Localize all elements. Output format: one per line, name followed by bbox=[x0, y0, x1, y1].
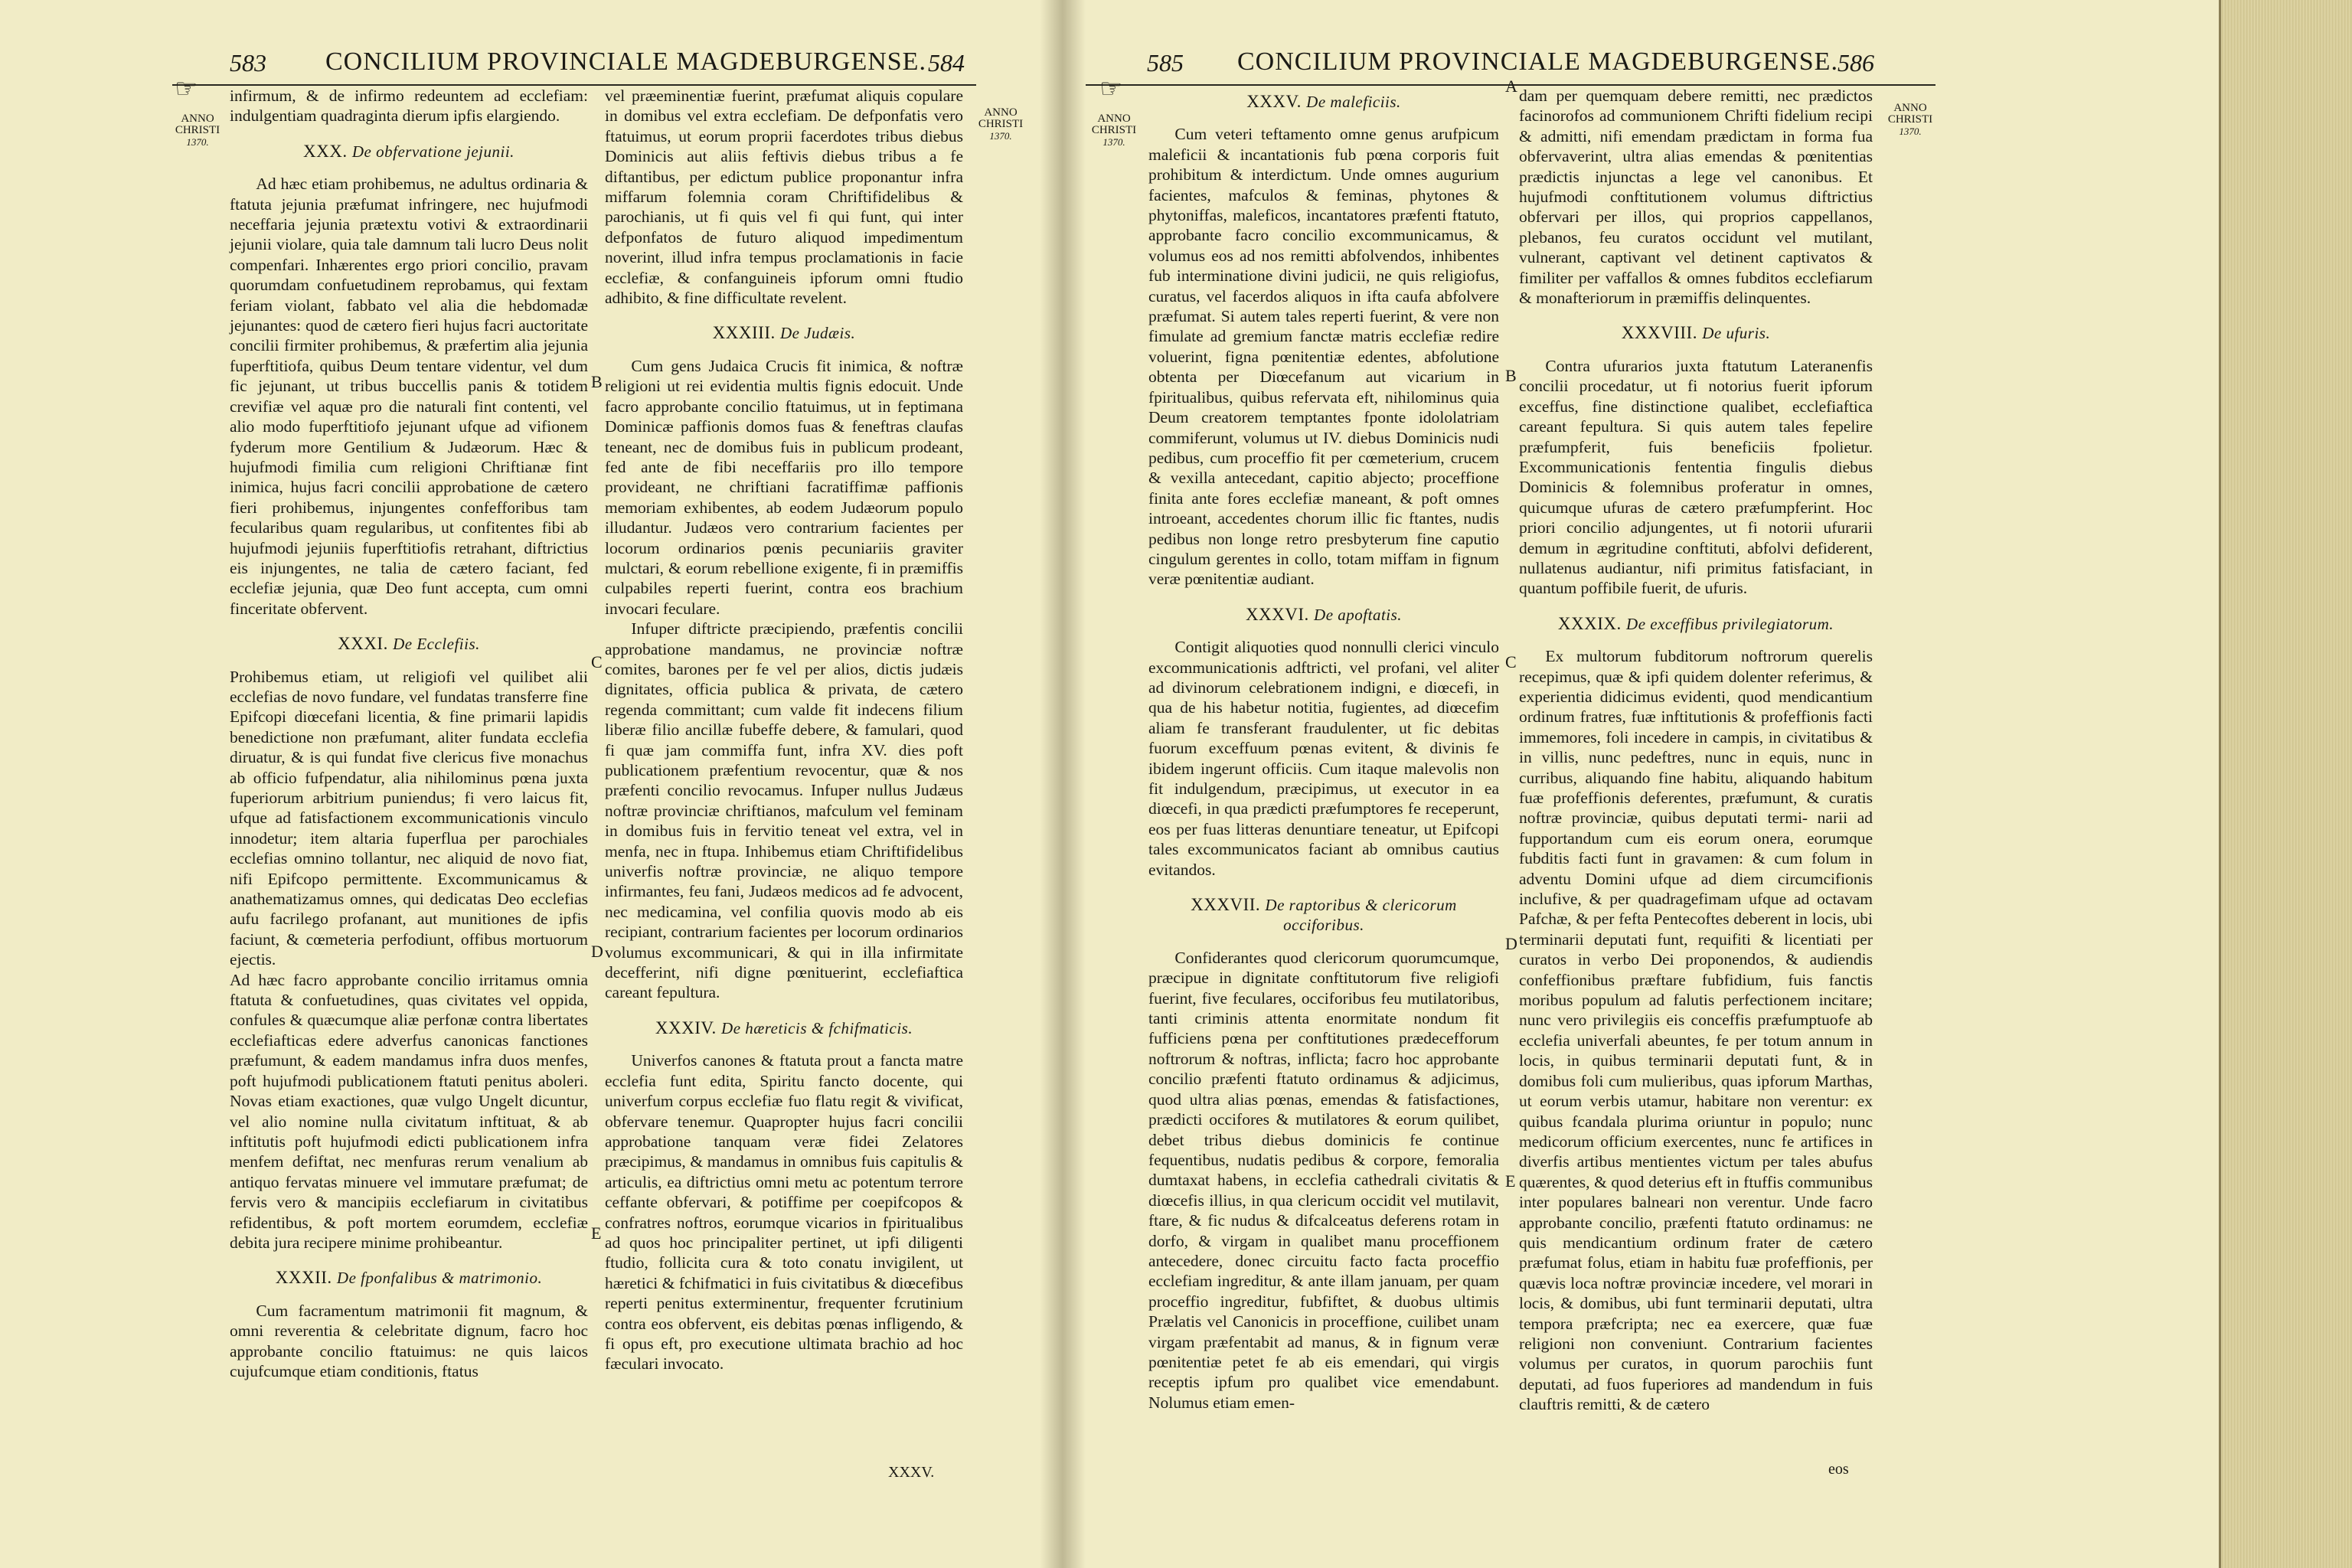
paragraph-xxxiii-1: Cum gens Judaica Crucis fit inimica, & noftræ religioni ut rei evidentia multis fignis edocuit. Unde facro approbante concilio ftatuimus, ut in feptimana Dominicæ paffionis domos fuas & feneftras claufas teneant, nec de domibus fuis in publicum prodeant, fed ante de fibi neceffariis pro illo tempore provideant, ne chriftiani facratiffimæ paffionis memoriam exhibentes, ab eodem Judæorum populo illudantur. Judæos vero contrarium facientes per locorum ordinarios pœnis pecuniariis graviter mulctari, & eorum rebellione exigente, fi in præmiffis culpabiles reperti fuerint, contra eos brachium invocari feculare. bbox=[605, 356, 963, 618]
heading-xxxii: XXXII. De fponfalibus & matrimonio. bbox=[275, 1268, 543, 1288]
paragraph-xxxvi: Contigit aliquoties quod nonnulli clerici vinculo excommunicationis adftricti, vel profani, vel aliter ad divinorum celebrationem indigni, e diœcefi, in qua de his habetur notitia, fugientes, ad diœcefim aliam fe transferant fraudulenter, ut fic debitas fuorum exceffuum pœnas evitent, & divinis fe ibidem ingerunt officiis. Cum itaque malevolis non fit indulgendum, præcipimus, ut executor in ea diœcefi, in qua prædicti præfumptores fe receperunt, eos per fuas litteras denuntiare teneatur, ut Epifcopi tales excommunicatos faciant ab omnibus cautius evitandos. bbox=[1148, 638, 1499, 879]
margin-anno-left: ANNO CHRISTI 1370. bbox=[175, 113, 220, 148]
col2-top-text: vel præeminentiæ fuerint, præfumat aliquis copulare in domibus vel extra ecclefiam. De defponfatis vero ftatuimus, ut eorum proprii facerdotes tribus diebus Dominicis aut aliis feftivis diebus tribus a fe diftantibus, per edictum publice proponantur infra miffarum folemnia coram Chriftifidelibus & parochianis, ut fi quis vel fi qui funt, qui inter defponfatos de futuro aliquod impedimentum noverint, illud infra tempus proclamationis in facie ecclefiæ, & confanguineis ipforum omni ftudio adhibito, & fine difficultate revelent. bbox=[605, 87, 963, 308]
column-4 bbox=[1519, 86, 1873, 1415]
right-page bbox=[1063, 0, 2219, 1568]
heading-xxxvi: XXXVI. De apoftatis. bbox=[1245, 604, 1403, 624]
paragraph-xxxii: Cum facramentum matrimonii fit magnum, & omni reverentia & celebritate dignum, facro hoc approbante concilio ftatuimus: ne quis laicos cujufcumque etiam conditionis, ftatus bbox=[230, 1301, 588, 1380]
col1-top-text: infirmum, & de infirmo redeuntem ad ecclefiam: indulgentiam quadraginta dierum ipfis elargiendo. bbox=[230, 87, 588, 126]
book-gutter bbox=[1040, 0, 1086, 1568]
section-letter-b-left: B bbox=[591, 372, 603, 391]
paragraph-xxxix: Ex multorum fubditorum noftrorum querelis recepimus, quæ & ipfi quidem dolenter referimus, & experientia didicimus evidenti, quod mendicantium ordinum fratres, fuæ inftitutionis & profeffionis facti immemores, foli incedere in campis, in civitatibus & in villis, nunc pedeftres, nunc in equis, nunc in curribus, aliquando fine habitu, aliquando habitum fuæ profeffionis deferentes, præfumunt, & curatis noftræ provinciæ, quibus deputati termi- narii ad fupportandum cum eis eorum onera, eorumque fubditis facti funt in gravamen: & cum folum in adventu Domini ufque ad diem circumcifionis inclufive, & per quadragefimam ufque ad octavam Pafchæ, & per fefta Pentecoftes deberent in locis, ubi terminarii deputati funt, requifiti & licentiati per curatos in verbo Dei proponendos, & audiendis confeffionibus præftare fubfidium, fuis fanctis moribus populum ad falutis perfectionem incitare; nunc vero privilegiis eis conceffis præfumptuofe ab ecclefia univerfali abeuntes, fe per totum annum in locis, in quibus terminarii deputati funt, & in domibus foli cum mulieribus, quas ipforum Marthas, ut eorum verbis utamur, habitare non verentur: ex quibus fcandala plurima oriuntur in populo; nunc medicorum officium exercentes, nunc fe artifices in diverfis artibus mentientes victum per tales abufus quærentes, & quod deterius eft in ftuffis communibus inter populares balneari non verentur. Unde facro approbante concilio, præfenti ftatuto ordinamus: ne quis mendicantium ordinum frater de cætero præfumat folus, etiam in habitu fuæ profeffionis, per quævis loca noftræ provinciæ incedere, vel morari in locis, & domibus, ubi funt terminarii deputati, ultra tempora præfcripta; nec ea exercere, quæ fuæ religioni non conveniunt. Contrarium facientes volumus per curatos, in quorum parochiis funt deputati, ad fuos fuperiores ad mandendum in fuis clauftris remitti, & de cætero bbox=[1519, 647, 1873, 1414]
column-2 bbox=[605, 86, 963, 1374]
catchword-left: XXXV. bbox=[888, 1464, 935, 1481]
column-1 bbox=[230, 86, 588, 1381]
section-letter-d-left: D bbox=[591, 942, 603, 961]
paragraph-xxxviii: Contra ufurarios juxta ftatutum Lateranenfis concilii procedatur, ut fi notorius fuerit ipforum exceffus, fine distinctione qualibet, ecclefiaftica careant fepultura. Si quis autem tales fepelire præfumpferit, fuis beneficiis fpolietur. Excommunicationis fententia fingulis diebus Dominicis & folemnibus proferatur in omnes, quicumque ufuras de cætero præfumpferint. Hoc priori concilio adjungentes, ut fi notorii ufurarii demum in ægritudine conftituti, abfolvi defiderent, nullatenus audiantur, nifi primitus fatisfaciant, in quantum poffibile fuerit, de ufuris. bbox=[1519, 356, 1873, 598]
column-3 bbox=[1148, 86, 1499, 1413]
heading-xxxviii: XXXVIII. De ufuris. bbox=[1621, 323, 1771, 343]
catchword-right: eos bbox=[1828, 1461, 1849, 1478]
paragraph-xxxiii-2: Infuper diftricte præcipiendo, præfentis concilii approbatione mandamus, ne provinciæ noftræ comites, barones per fe vel per alios, dictis judæis dignitates, officia publica & privata, de cætero regenda committant; cum valde fit indecens filium liberæ filio ancillæ fubeffe debere, & famulari, quod fi quæ jam commiffa funt, infra XV. dies poft publicationem præfentium revocentur, quæ & nos præfenti concilio revocamus. Infuper nullus Judæus noftræ provinciæ chriftianos, mafculum vel feminam in domibus fuis in fervitio teneat vel extra, vel in menfa, nec in ftupa. Inhibemus etiam Chriftifidelibus univerfis noftræ provinciæ, ne aliquo tempore infirmantes, feu fani, Judæos medicos ad fe advocent, nec medicamina, vel confilia quovis modo ab eis recipiant, contrarium facientes per locorum ordinarios volumus excommunicari, & qui in illa infirmitate decefferint, nifi digne pœnituerint, ecclefiaftica careant fepultura. bbox=[605, 619, 963, 1002]
page-number-586: 586 bbox=[1838, 49, 1874, 77]
heading-xxxiv: XXXIV. De hæreticis & fchifmaticis. bbox=[655, 1018, 913, 1037]
margin-anno-right: ANNO CHRISTI 1370. bbox=[978, 106, 1024, 142]
heading-xxxv: XXXV. De maleficiis. bbox=[1246, 92, 1401, 111]
margin-anno-right: ANNO CHRISTI 1370. bbox=[1887, 102, 1933, 137]
margin-anno-left: ANNO CHRISTI 1370. bbox=[1091, 113, 1137, 148]
paragraph-xxxi-1: Prohibemus etiam, ut religiofi vel quilibet alii ecclefias de novo fundare, vel fundatas transferre fine Epifcopi diœcefani licentia, & fine primarii lapidis benedictione non præfumant, aliter fundata ecclefia diruatur, & is qui fundat five clericus five monachus ab officio fufpendatur, alia nihilominus pœna juxta fuperiorum arbitrium puniendus; fi vero laicus fit, ufque ad fatisfactionem excommunicationis vinculo innodetur; item altaria fuperflua per parochiales ecclefias omnino tollantur, nec aliquid de novo fiat, nifi Epifcopo permittente. Excommunicamus & anathematizamus omnes, qui dedicatas Deo ecclefias aufu facrilego profanant, aut munitiones de ipfis faciunt, & cœmeteria perfodiunt, offibus mortuorum ejectis. bbox=[230, 667, 588, 969]
left-page bbox=[0, 0, 1063, 1568]
paragraph-xxxiv: Univerfos canones & ftatuta prout a fancta matre ecclefia funt edita, Spiritu fancto docente, qui univerfum corpus ecclefiæ fuo flatu regit & vivificat, obfervare tenemur. Quapropter hujus facri concilii approbatione tanquam veræ fidei Zelatores præcipimus, & mandamus in omnibus fuis capitulis & articulis, ea diftrictius omni metu ac potentum terrore ceffante obfervari, & potiffime per coepifcopos & confratres noftros, eorumque vicarios in fpiritualibus ad quos hoc principaliter pertinet, ut ipfi diligenti ftudio, follicita cura & toto conatu invigilent, ut hæretici & fchifmatici in fuis civitatibus & diœcefibus reperti penitus exterminentur, frequenter fcrutinium contra eos obfervent, eis debitas pœnas infligendo, & fi opus eft, pro executione ultimata brachio ad hoc fæculari invocato. bbox=[605, 1051, 963, 1374]
heading-xxxiii: XXXIII. De Judæis. bbox=[712, 323, 856, 343]
heading-xxxvii: XXXVII. De raptoribus & clericorum occiforibus. bbox=[1191, 895, 1457, 935]
pointing-hand-icon: ☞ bbox=[175, 75, 198, 103]
heading-xxx: XXX. De obfervatione jejunii. bbox=[303, 141, 514, 161]
section-letter-e-left: E bbox=[591, 1223, 602, 1243]
paragraph-xxxi-2: Ad hæc facro approbante concilio irritamus omnia ftatuta & confuetudines, quas civitates vel oppida, confules & quæcumque aliæ perfonæ contra libertates ecclefiafticas edere adverfus canonicas fanctiones præfumunt, & eadem mandamus infra duos menfes, poft hujufmodi publicationem ftatuti penitus aboleri. Novas etiam exactiones, quæ vulgo Ungelt dicuntur, vel alio nomine nulla civitatum inftituat, & ab inftitutis poft hujufmodi edicti publicationem infra menfem defiftat, nec menfuras rerum venalium ab antiquo fervatas minuere vel immutare præfumat; de fervis vero & mancipiis ecclefiarum in civitatibus refidentibus, & poft mortem eorumdem, ecclefiæ debita jura recipere minime prohibeantur. bbox=[230, 970, 588, 1252]
section-letter-c-left: C bbox=[591, 652, 603, 671]
page-number-583: 583 bbox=[230, 49, 266, 77]
paragraph-xxxvii: Confiderantes quod clericorum quorumcumque, præcipue in dignitate conftitutorum five religiofi fuerint, five feculares, occiforibus feu mutilatoribus, tanti criminis attenta enormitate nondum fit fufficiens pœna per conftitutiones prædecefforum noftrorum & noftras, inflicta; facro hoc approbante concilio præfenti ftatuto ordinamus & adjicimus, quod ultra alias pœnas, emendas & fatisfactiones, prædicti occifores & mutilatores & eorum quilibet, debet tribus diebus dominicis fe continue fequentibus, nudatis pedibus & corpore, femoralia dumtaxat habens, in ecclefia cathedrali civitatis & diœcefis illius, in qua clericum occidit vel mutilavit, ftare, & fic nudus & difcalceatus deferens rotam in dorfo, & virgam in qualibet manu proceffionem antecedere, donec circuitu facto facta proceffio ecclefiam ingreditur, & ante illam januam, per quam proceffio ingreditur, fubfiftet, & duobus ultimis Prælatis vel Canonicis in proceffione, cuilibet unam virgam præfentabit ad manus, & in fignum veræ pœnitentiæ petet fe ab eis emendari, qui virgis receptis ipfum pro qualibet vice emendabunt. Nolumus etiam emen- bbox=[1148, 948, 1499, 1412]
section-letter-a: A bbox=[1505, 77, 1517, 96]
heading-xxxix: XXXIX. De exceffibus privilegiatorum. bbox=[1557, 613, 1834, 633]
page-edges bbox=[2219, 0, 2352, 1568]
paragraph-xxxv: Cum veteri teftamento omne genus arufpicum maleficii & incantationis fub pœna corporis fuit prohibitum & interdictum. Unde omnes augurium facientes, mafculos & feminas, phytones & phytoniffas, maleficos, incantatores præfenti ftatuto, approbante facro concilio excommunicamus, & volumus eos ad nos remitti abfolvendos, inhibentes fub interminatione divini judicii, ne quis religiofus, curatus, vel facerdos aliquos in ifta caufa abfolvere præfumat. Si autem tales reperti fuerint, & vere non fimulate ad gremium fanctæ matris ecclefiæ redire voluerint, figna pœnitentiæ edentes, abfolutione obtenta per Diœcefanum aut vicarium in fpiritualibus, quibus refervata eft, nihilominus quia Deum creatorem temptantes fponte idololatriam commiferunt, volumus ut IV. diebus Dominicis nudi pedibus, cum proceffio fit per cœmeterium, crucem & vexilla antecedant, capitio abjecto; proceffione finita ante fores ecclefiæ maneant, & poft omnes introeant, accedentes chorum illic fic ftantes, nudis pedibus non longe retro presbyterum fine caputio cingulum gerentes in collo, totam miffam in fignum veræ pœnitentiæ audiant. bbox=[1148, 125, 1499, 589]
section-letter-e-right: E bbox=[1505, 1171, 1516, 1191]
col4-top-text: dam per quemquam debere remitti, nec prædictos facinorofos ad communionem Chrifti fidelium recipi & admitti, nifi emendam prædictam in forma fua obfervaverint, ultra alias emendas & pœnitentias prædictis injunctas a lege vel canonibus. Et hujufmodi conftitutionem volumus diftrictius obfervari per illos, qui proprios cappellanos, plebanos, feu curatos occidunt vel mutilant, vulnerant, captivant vel detinent captivatos & fimiliter per vaffallos & omnes fubditos ecclefiarum & monafteriorum in præmiffis delinquentes. bbox=[1519, 87, 1873, 308]
section-letter-d-right: D bbox=[1505, 934, 1517, 953]
paragraph-xxx: Ad hæc etiam prohibemus, ne adultus ordinaria & ftatuta jejunia præfumat infringere, nec hujufmodi neceffaria jejunia prætextu votivi & extraordinarii jejunii violare, quia tale damnum tali lucro Deus nolit compenfari. Inhærentes ergo priori concilio, pravam quorumdam confuetudinem reprobamus, qui fextam feriam violant, fabbato vel alia die hebdomadæ jejunantes: quod de cætero fieri hujus facri auctoritate concilii firmiter prohibemus, & præfertim alia jejunia fuperftitiofa, quibus Deum tentare videntur, vel dum fic jejunant, ut tribus buccellis panis & totidem crevifiæ vel aquæ pro die naturali fint contenti, vel alio modo fuperftitiofo jejunant ufque ad vifionem fyderum more Gentilium & Judæorum. Hæc & hujufmodi fimilia cum religioni Chriftianæ fint inimica, hujus facri concilii approbatione de cætero fieri prohibemus, injungentes confefforibus tam fecularibus quam regularibus, ut confitentes fibi ab hujufmodi jejuniis fuperftitiofis retrahant, diftrictius eis injungentes, ne talia de cætero faciant, fed ecclefiæ jejunia, quæ Deo funt accepta, cum omni finceritate obfervent. bbox=[230, 175, 588, 618]
running-head-left: CONCILIUM PROVINCIALE MAGDEBURGENSE. bbox=[325, 47, 926, 76]
section-letter-b-right: B bbox=[1505, 366, 1517, 385]
running-head-right: CONCILIUM PROVINCIALE MAGDEBURGENSE. bbox=[1237, 47, 1838, 76]
pointing-hand-icon: ☞ bbox=[1099, 75, 1123, 103]
section-letter-c-right: C bbox=[1505, 652, 1517, 671]
page-number-584: 584 bbox=[928, 49, 965, 77]
heading-xxxi: XXXI. De Ecclefiis. bbox=[338, 634, 480, 654]
page-number-585: 585 bbox=[1147, 49, 1184, 77]
